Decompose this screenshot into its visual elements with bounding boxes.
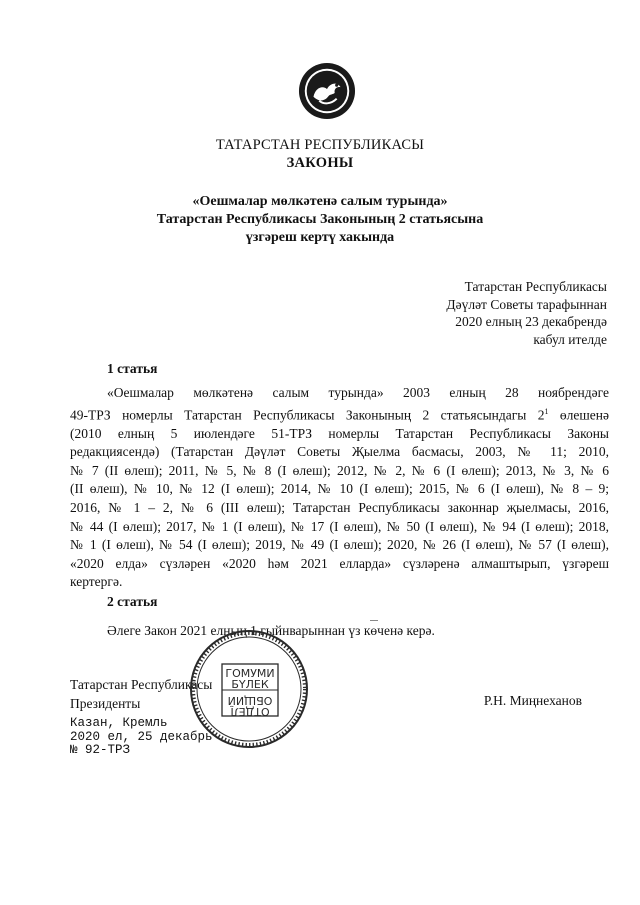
header-law: ЗАКОНЫ	[286, 155, 354, 171]
adoption-block	[446, 278, 607, 348]
article-2-text: Әлеге Закон 2021 елның 1 гыйнварыннан үз көченә керә.	[107, 623, 435, 638]
article-1-line	[70, 403, 609, 425]
article-1-line-part: өлешенә	[548, 407, 609, 423]
stamp-line: ОБЩИЙ	[227, 694, 273, 707]
article-1-line-part: 49-ТРЗ номерлы Татарстан Республикасы Законының 2 статьясындагы 2	[70, 407, 545, 423]
article-1-heading: 1 статья	[107, 361, 158, 376]
stamp-line: ОТДЕЛ	[230, 705, 270, 718]
law-title-line-2: Татарстан Республикасы Законының 2 статьясына	[156, 212, 484, 227]
article-1-line: кертергә.	[70, 574, 123, 590]
signatory-line: Татарстан Республикасы	[70, 677, 213, 692]
pen-mark	[370, 620, 378, 621]
article-1-line: (II өлеш), № 10, № 12 (I өлеш); 2014, № 10 (I өлеш); 2015, № 6 (I өлеш), № 8 – 9;	[70, 481, 609, 497]
place-date: 2020 ел, 25 декабрь	[70, 729, 213, 744]
stamp-line: БҮЛЕК	[231, 678, 269, 691]
article-1-line: № 44 (I өлеш); 2017, № 1 (I өлеш), № 17 (I өлеш), № 50 (I өлеш), № 94 (I өлеш); 2018,	[70, 518, 609, 534]
adoption-line: кабул ителде	[533, 331, 607, 347]
article-1-line: № 7 (II өлеш); 2011, № 5, № 8 (I өлеш); 2012, № 2, № 6 (I өлеш); 2013, № 3, № 6	[70, 462, 609, 478]
article-1-line: (2010 елның 5 июлендәге 51-ТРЗ номерлы Татарстан Республикасы Законы	[70, 425, 609, 441]
law-number: № 92-ТРЗ	[70, 743, 131, 757]
place-city: Казан, Кремль	[70, 716, 168, 730]
article-1-line: № 1 (I өлеш), № 54 (I өлеш); 2019, № 49 (I өлеш); 2020, № 26 (I өлеш), № 57 (I өлеш),	[70, 537, 609, 553]
article-1-line: 2016, № 1 – 2, № 6 (III өлеш); Татарстан Республикасы законнар җыелмасы, 2016,	[70, 500, 609, 516]
article-1-text	[70, 384, 609, 592]
official-stamp-icon	[188, 628, 310, 750]
adoption-line: Дәүләт Советы тарафыннан	[446, 296, 607, 312]
adoption-line: 2020 елның 23 декабрендә	[455, 314, 607, 329]
tatarstan-emblem-icon	[298, 62, 356, 120]
adoption-line: Татарстан Республикасы	[464, 279, 607, 294]
header-republic: ТАТАРСТАН РЕСПУБЛИКАСЫ	[215, 137, 425, 153]
superscript: 1	[544, 406, 549, 416]
law-title-line-3: үзгәреш кертү хакында	[245, 230, 395, 245]
article-1-line: «Оешмалар мөлкәтенә салым турында» 2003 елның 28 ноябрендәге	[107, 385, 609, 400]
signatory-name: Р.Н. Миңнеханов	[483, 693, 582, 708]
stamp-line: ГОМУМИ	[225, 667, 275, 680]
article-1-line: «2020 елда» сүзләрен «2020 һәм 2021 елларда» сүзләренә алмаштырып, үзгәреш	[70, 555, 609, 571]
article-2-heading: 2 статья	[107, 594, 158, 609]
signatory-line: Президенты	[70, 696, 141, 711]
law-title-line-1: «Оешмалар мөлкәтенә салым турында»	[192, 194, 448, 209]
article-1-line: редакциясендә) (Татарстан Дәүләт Советы Җыелма басмасы, 2003, № 11; 2010,	[70, 444, 609, 460]
